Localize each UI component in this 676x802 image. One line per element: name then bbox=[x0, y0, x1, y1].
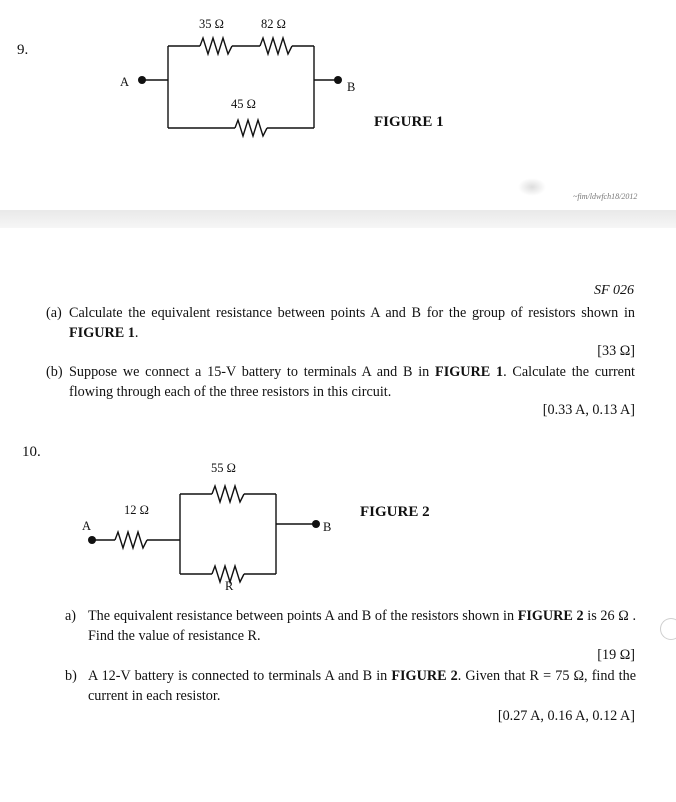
answer: [33 Ω] bbox=[597, 343, 635, 359]
node-label: A bbox=[120, 75, 130, 89]
part-label: b) bbox=[65, 668, 77, 684]
reference-code: SF 026 bbox=[593, 283, 634, 298]
question-number: 9. bbox=[17, 42, 29, 58]
terminal-a bbox=[88, 536, 96, 544]
resistor-12-ohm bbox=[115, 532, 147, 548]
watermark-text: ~fim/ldwfch18/2012 bbox=[573, 192, 638, 201]
answer: [19 Ω] bbox=[597, 647, 635, 663]
circuit-diagram-figure-1 bbox=[0, 0, 676, 210]
resistor-label: 45 Ω bbox=[231, 97, 256, 111]
answer: [0.33 A, 0.13 A] bbox=[542, 402, 635, 418]
resistor-label: 12 Ω bbox=[124, 503, 149, 517]
figure-label: FIGURE 2 bbox=[360, 504, 430, 520]
node-label: B bbox=[323, 520, 332, 534]
answer: [0.27 A, 0.16 A, 0.12 A] bbox=[497, 708, 635, 724]
terminal-b bbox=[334, 76, 342, 84]
terminal-a bbox=[138, 76, 146, 84]
circuit-diagram-figure-2 bbox=[0, 450, 676, 600]
part-label: (a) bbox=[46, 305, 62, 321]
resistor-label: 82 Ω bbox=[261, 17, 286, 31]
question-text: The equivalent resistance between points A and B of the resistors shown in FIGURE 2 is 26 Ω . Find the value of resistance R. bbox=[88, 608, 636, 644]
question-text: A 12-V battery is connected to terminals A and B in FIGURE 2. Given that R = 75 Ω, find the current in each resistor. bbox=[88, 668, 637, 704]
question-text: Suppose we connect a 15-V battery to terminals A and B in FIGURE 1. Calculate the current flowing through each of the three resistors in this circuit. bbox=[69, 364, 636, 400]
part-label: a) bbox=[65, 608, 77, 624]
resistor-82-ohm bbox=[260, 38, 292, 54]
question-number: 10. bbox=[22, 444, 41, 460]
terminal-b bbox=[312, 520, 320, 528]
scan-artifact bbox=[660, 618, 676, 640]
resistor-55-ohm bbox=[212, 486, 244, 502]
resistor-label: R bbox=[225, 579, 234, 593]
scan-smudge bbox=[518, 178, 546, 196]
resistor-35-ohm bbox=[200, 38, 232, 54]
part-label: (b) bbox=[46, 364, 63, 380]
figure-label: FIGURE 1 bbox=[374, 114, 444, 130]
node-label: A bbox=[82, 519, 92, 533]
question-text: Calculate the equivalent resistance between points A and B for the group of resistors shown in FIGURE 1. bbox=[69, 305, 635, 341]
resistor-45-ohm bbox=[235, 120, 267, 136]
page-divider bbox=[0, 210, 676, 228]
resistor-label: 55 Ω bbox=[211, 461, 236, 475]
node-label: B bbox=[347, 80, 356, 94]
resistor-label: 35 Ω bbox=[199, 17, 224, 31]
